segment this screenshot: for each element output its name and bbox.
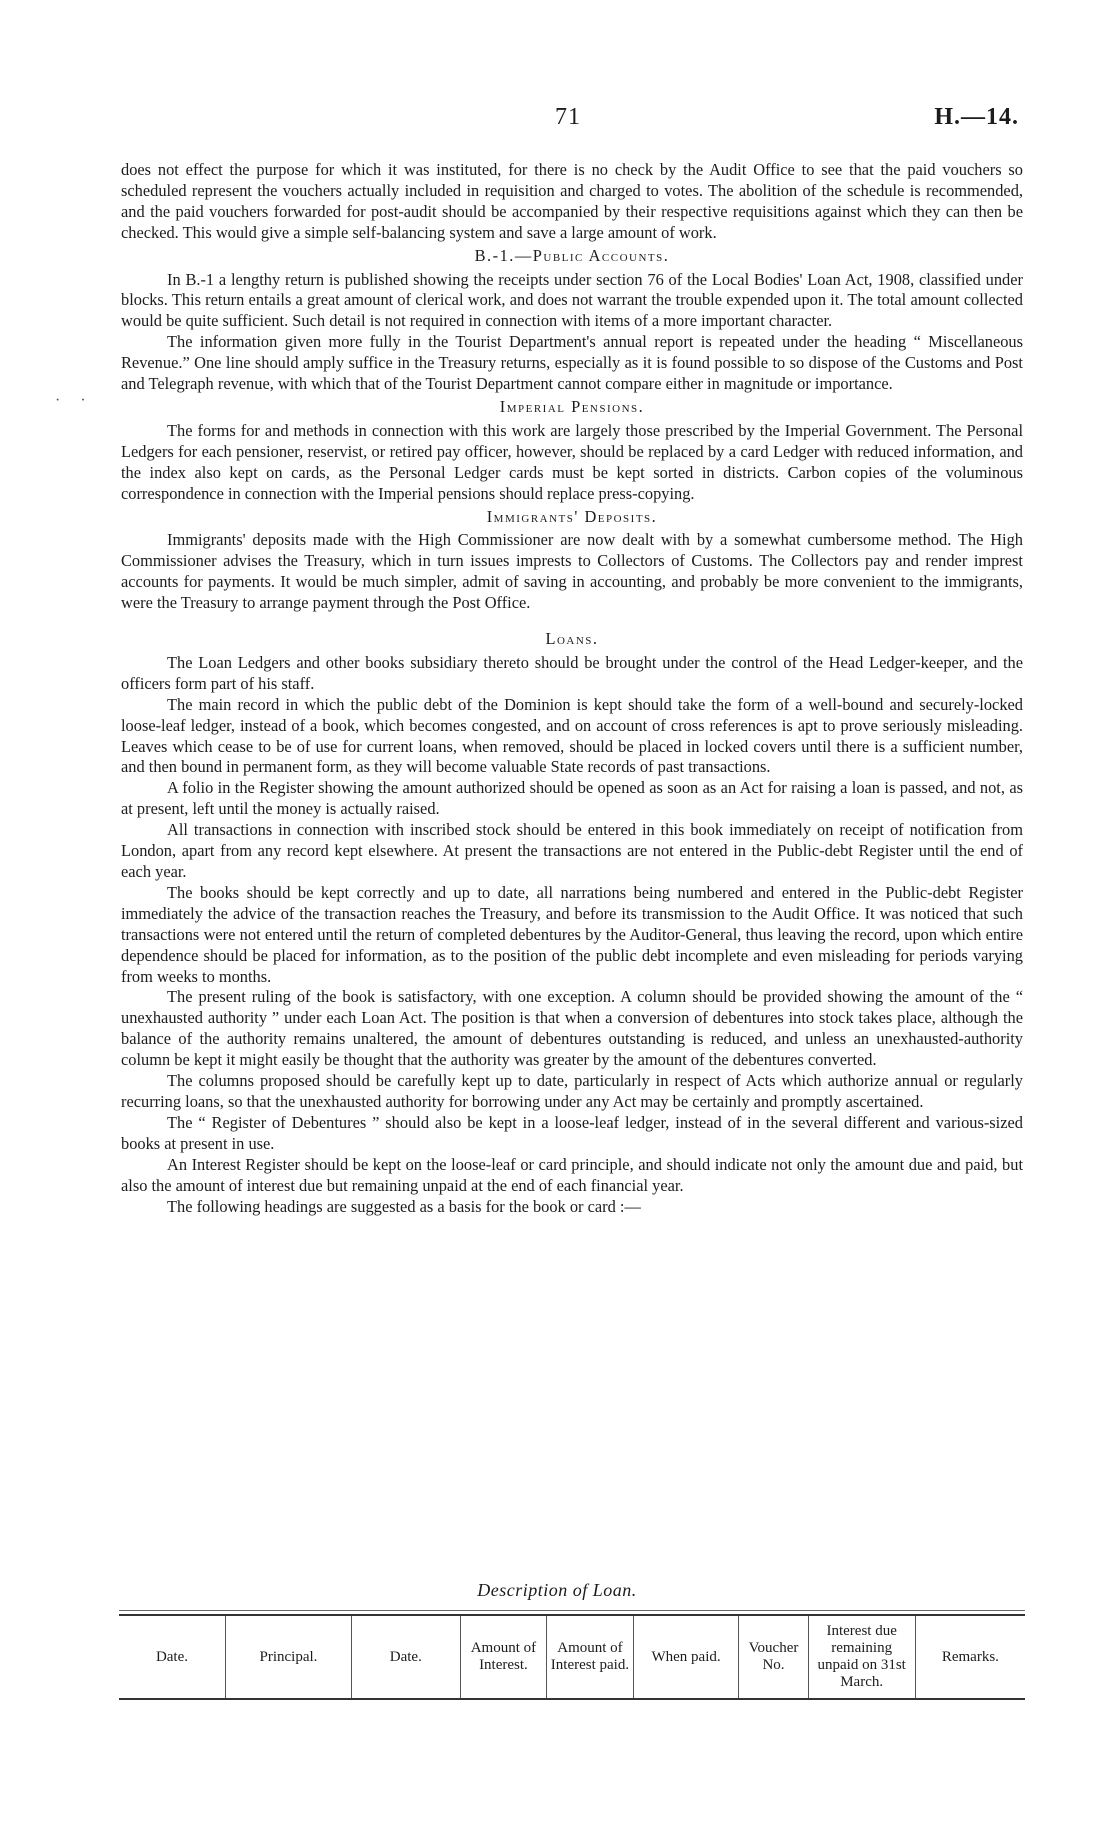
paragraph: Immigrants' deposits made with the High Commissioner are now dealt with by a somewhat cumbersome method. The High Commissioner advises the Treasury, which in turn issues imprests to Collectors of Customs. The Collectors pay and render imprest accounts for payments. It would be much simpler, admit of saving in accounting, and probably be more convenient to the immigrants, were the Treasury to arrange payment through the Post Office. [121, 530, 1023, 613]
page-header [0, 104, 1114, 140]
paragraph: The books should be kept correctly and up to date, all narrations being numbered and entered in the Public-debt Register immediately the advice of the transaction reaches the Treasury, and before its transmission to the Audit Office. It was noticed that such transactions were not entered until the return of completed debentures by the Auditor-General, thus leaving the record, upon which entire dependence should be placed for information, as to the position of the public debt incomplete and even misleading for periods varying from weeks to months. [121, 882, 1023, 986]
loan-description-table [119, 1614, 1025, 1700]
paragraph: A folio in the Register showing the amount authorized should be opened as soon as an Act for raising a loan is passed, and not, as at present, left until the money is actually raised. [121, 778, 1023, 819]
column-header-principal: Principal. [225, 1615, 351, 1699]
paragraph: The columns proposed should be carefully kept up to date, particularly in respect of Acts which authorize annual or regularly recurring loans, so that the unexhausted authority for borrowing under any Act may be certainly and promptly ascertained. [121, 1071, 1023, 1111]
column-header-date: Date. [155, 1648, 189, 1665]
section-heading-immigrants-deposits: Immigrants' Deposits. [486, 506, 658, 526]
table-top-rule [119, 1610, 1025, 1611]
paragraph: The main record in which the public debt of the Dominion is kept should take the form of a well-bound and securely-locked loose-leaf ledger, instead of a book, which becomes congested, and on account of cross references is apt to prove seriously misleading. Leaves which cease to be of use for current loans, when removed, should be placed in locked covers until there is a sufficient number, and then bound in permanent form, as they will become valuable State records of past transactions. [121, 694, 1023, 777]
paragraph: The forms for and methods in connection with this work are largely those prescribed by the Imperial Government. The Personal Ledgers for each pensioner, reservist, or retired pay officer, however, should be replaced by a card Ledger with reduced information, and the index also kept on cards, as the Personal Ledger cards must be kept sorted in districts. Carbon copies of the voluminous correspondence in connection with the Imperial pensions should replace press-copying. [121, 420, 1023, 503]
intro-paragraph: does not effect the purpose for which it was instituted, for there is no check by the Audit Office to see that the paid vouchers so scheduled represent the vouchers actually included in requisition and charged to votes. The abolition of the schedule is recommended, and the paid vouchers forwarded for post-audit should be accompanied by their respective requisitions against which they can then be checked. This would give a simple self-balancing system and save a large amount of work. [121, 160, 1023, 242]
column-header-voucher-no: Voucher No. [739, 1615, 808, 1699]
paragraph: The present ruling of the book is satisfactory, with one exception. A column should be provided showing the amount of the “ unexhausted authority ” under each Loan Act. The position is that when a conversion of debentures into stock takes place, although the balance of the authority remains unaltered, the amount of debentures outstanding is reduced, and unless an unexhausted-authority column be kept it might easily be thought that the authority was greater by the amount of the debentures converted. [121, 987, 1023, 1070]
column-header-date-2: Date. [351, 1615, 460, 1699]
page-number: 71 [555, 104, 581, 130]
section-heading-public-accounts: B.-1.—Public Accounts. [474, 245, 670, 265]
paragraph: The “ Register of Debentures ” should also be kept in a loose-leaf ledger, instead of in the several different and various-sized books at present in use. [121, 1112, 1023, 1153]
paragraph: All transactions in connection with inscribed stock should be entered in this book immediately on receipt of notification from London, apart from any record kept elsewhere. At present the transactions are not entered in the Public-debt Register until the end of each year. [121, 820, 1023, 881]
paragraph: The Loan Ledgers and other books subsidiary thereto should be brought under the control of the Head Ledger-keeper, and the officers form part of his staff. [121, 652, 1023, 693]
table-caption: Description of Loan. [477, 1580, 637, 1600]
table-header-row [119, 1615, 1025, 1699]
paragraph: The information given more fully in the Tourist Department's annual report is repeated under the heading “ Miscellaneous Revenue.” One line should amply suffice in the Treasury returns, especially as it is found possible to so dispose of the Customs and Post and Telegraph revenue, with which that of the Tourist Department cannot compare either in magnitude or importance. [121, 332, 1023, 394]
paragraph: An Interest Register should be kept on the loose-leaf or card principle, and should indicate not only the amount due and paid, but also the amount of interest due but remaining unpaid at the end of each financial year. [121, 1154, 1023, 1195]
column-header-amount-of-interest: Amount of Interest. [460, 1615, 547, 1699]
column-header-remarks: Remarks. [915, 1615, 1025, 1699]
section-heading-imperial-pensions: Imperial Pensions. [499, 396, 645, 416]
spacer [121, 614, 1023, 627]
column-header-when-paid: When paid. [633, 1615, 739, 1699]
paragraph: In B.-1 a lengthy return is published showing the receipts under section 76 of the Local Bodies' Loan Act, 1908, classified under blocks. This return entails a great amount of clerical work, and does not warrant the trouble expended upon it. The total amount collected would be quite sufficient. Such detail is not required in connection with items of a more important character. [121, 269, 1023, 331]
document-reference: H.—14. [934, 104, 1019, 130]
column-header-amount-of-interest-paid: Amount of Interest paid. [547, 1615, 634, 1699]
section-heading-loans: Loans. [545, 629, 599, 649]
column-header-interest-due-unpaid: Interest due remaining unpaid on 31st March. [808, 1615, 915, 1699]
body-text [121, 160, 1023, 1217]
paragraph: The following headings are suggested as a basis for the book or card :— [167, 1196, 641, 1216]
margin-marks: · · [55, 392, 94, 409]
